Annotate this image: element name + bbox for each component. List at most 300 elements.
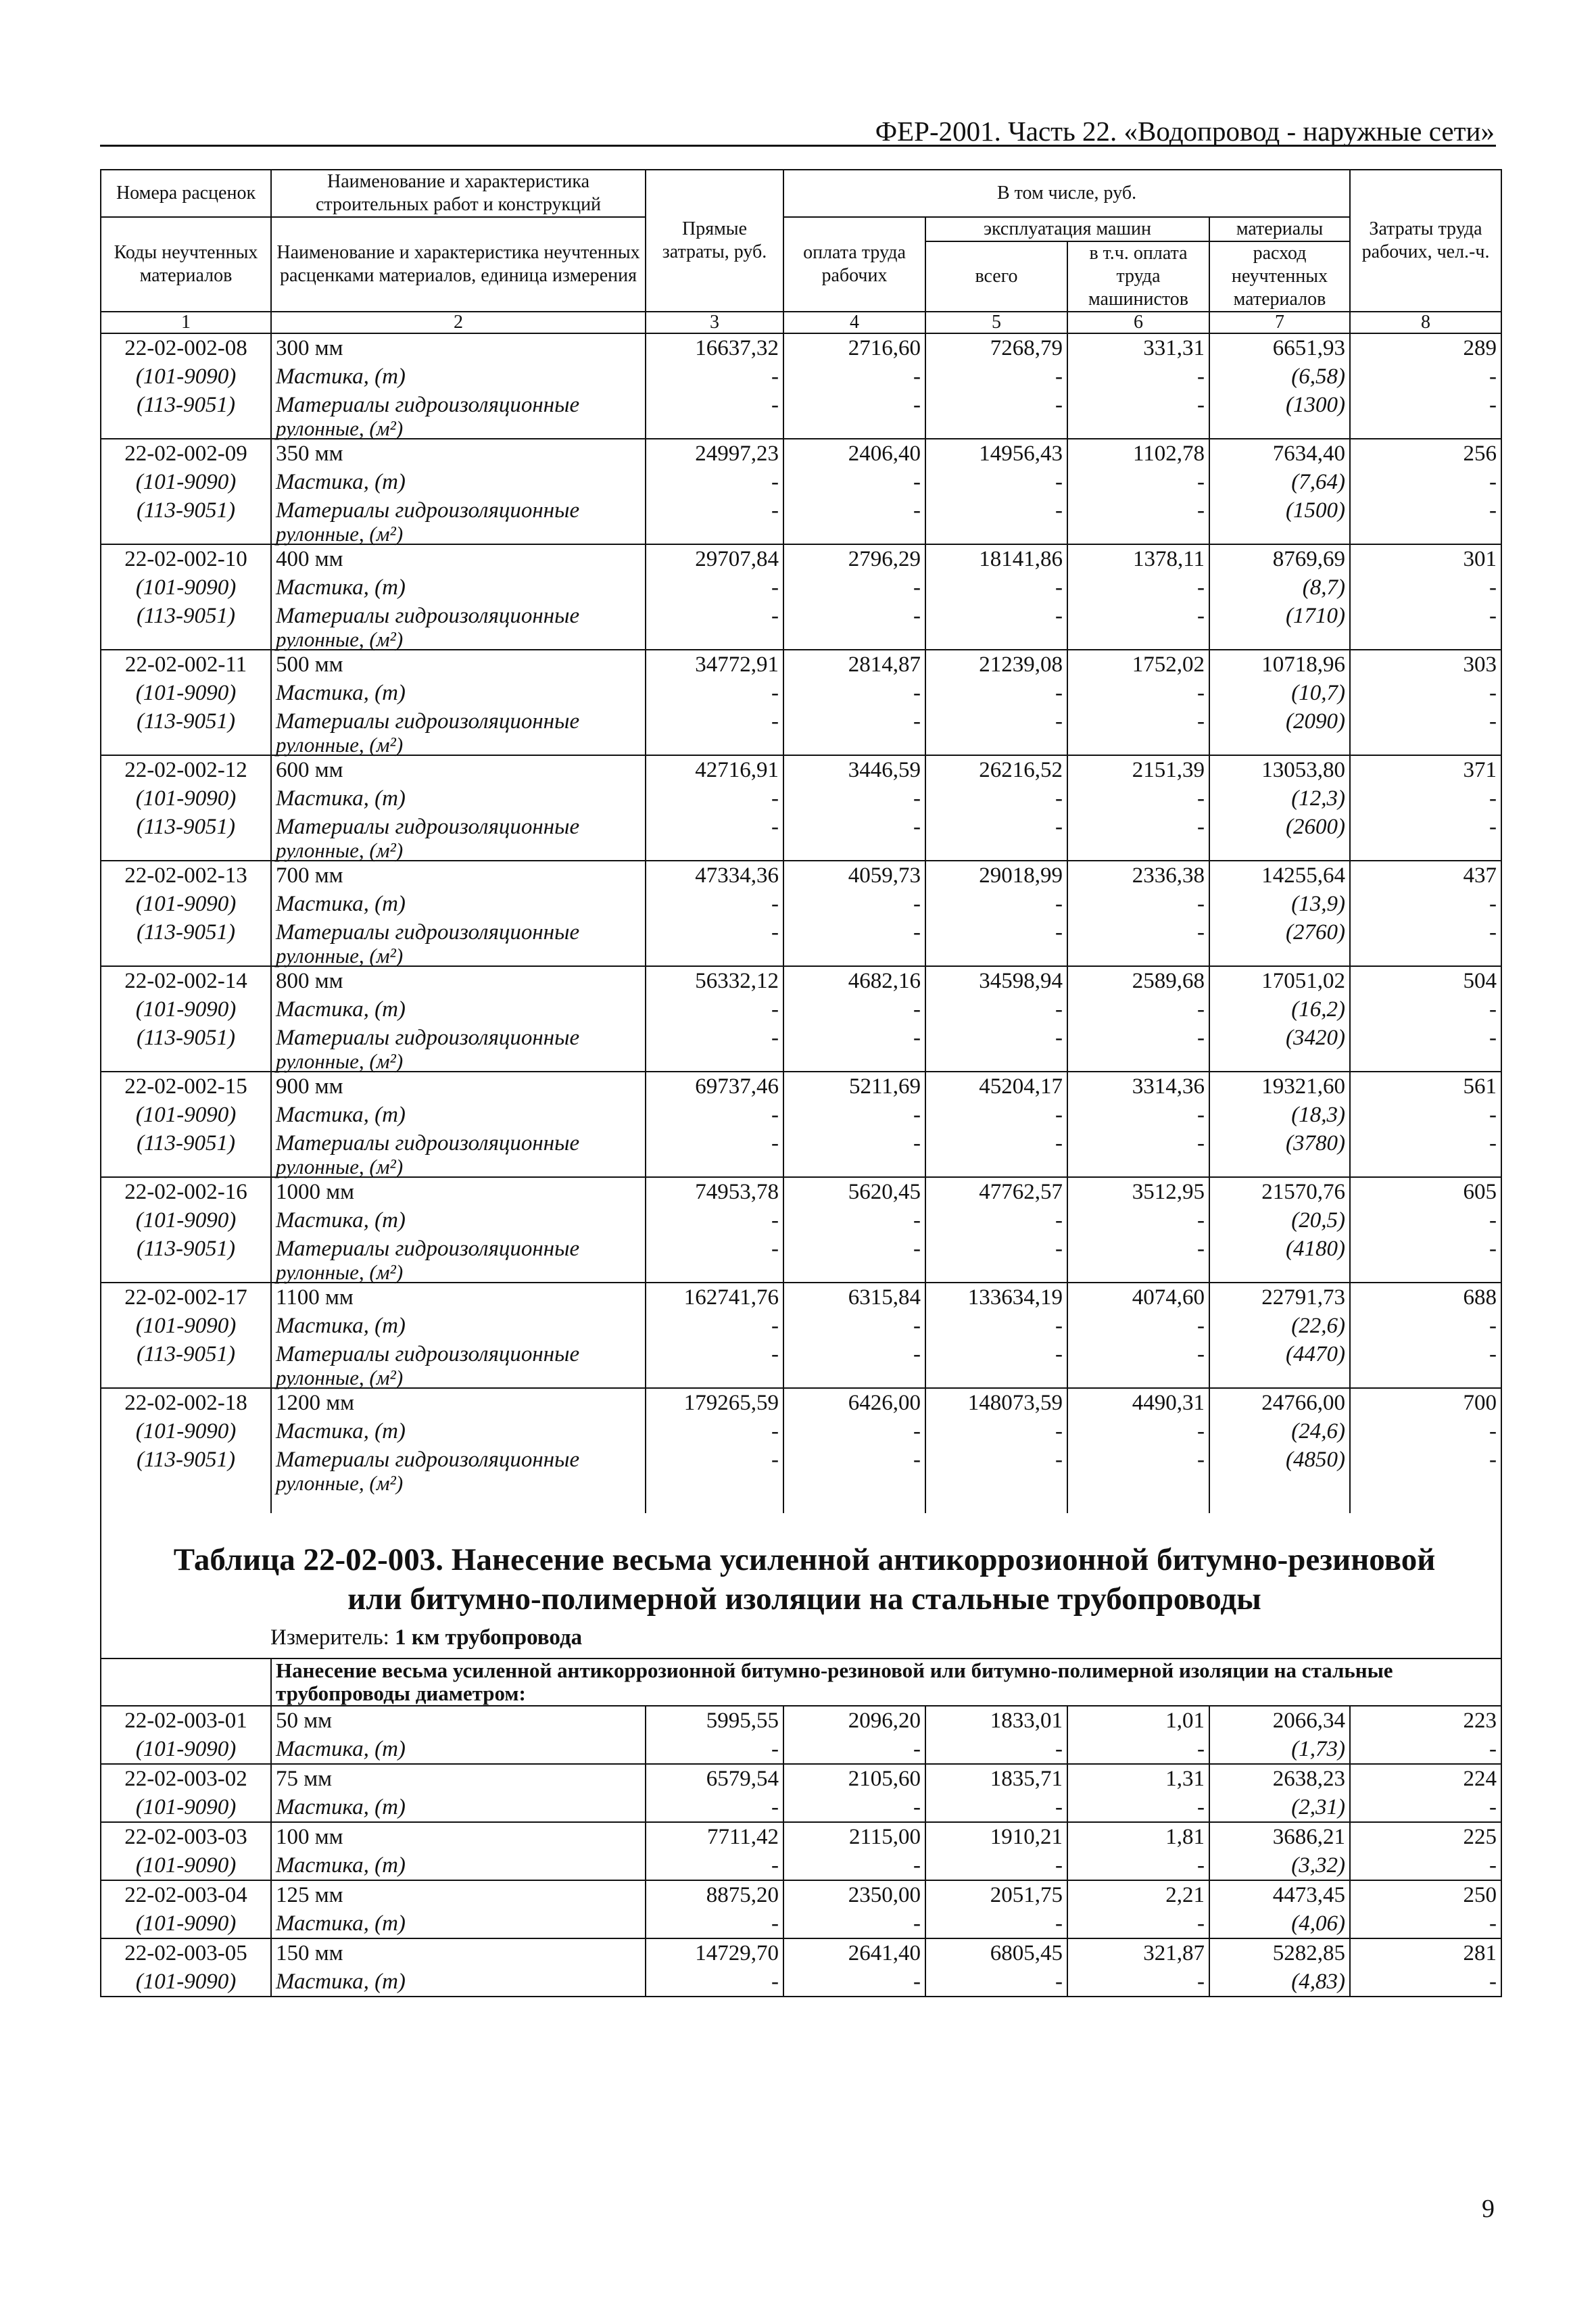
rate-code: 22-02-003-01 xyxy=(101,1706,271,1735)
rate-diameter: 1100 мм xyxy=(271,1283,646,1312)
empty-value-cell: - xyxy=(1067,679,1209,707)
empty-value-cell: - xyxy=(1350,391,1501,419)
table-row xyxy=(101,1493,1501,1513)
blank-cell xyxy=(925,736,1067,755)
table-row xyxy=(101,544,1501,573)
labor-cost: 5211,69 xyxy=(783,1072,925,1101)
blank-cell xyxy=(1350,1474,1501,1493)
rates-22-02-003 xyxy=(101,1706,1501,1997)
direct-cost: 56332,12 xyxy=(646,966,783,995)
blank-cell xyxy=(1067,419,1209,439)
empty-value-cell: - xyxy=(1350,602,1501,630)
material-code: (101-9090) xyxy=(101,890,271,918)
table-row xyxy=(101,1129,1501,1158)
table-row xyxy=(101,602,1501,630)
empty-value-cell: - xyxy=(925,1417,1067,1446)
blank-cell xyxy=(925,630,1067,650)
blank-cell xyxy=(925,1474,1067,1493)
materials-head: материалы xyxy=(1209,217,1350,241)
empty-value-cell: - xyxy=(646,995,783,1024)
empty-value-cell: - xyxy=(1350,496,1501,525)
empty-value-cell: - xyxy=(1067,707,1209,736)
blank-cell xyxy=(783,947,925,966)
empty-value-cell: - xyxy=(646,1417,783,1446)
table-row xyxy=(101,918,1501,947)
empty-value-cell: - xyxy=(925,707,1067,736)
table-row xyxy=(101,1880,1501,1909)
rate-diameter: 700 мм xyxy=(271,861,646,890)
empty-value-cell: - xyxy=(783,1235,925,1263)
empty-value-cell: - xyxy=(1350,1024,1501,1052)
material-name: Материалы гидроизоляционные xyxy=(271,918,646,947)
table-row xyxy=(101,679,1501,707)
empty-value-cell: - xyxy=(646,1735,783,1764)
material-code: (101-9090) xyxy=(101,1793,271,1822)
material-code: (113-9051) xyxy=(101,602,271,630)
labor-cost: 4059,73 xyxy=(783,861,925,890)
material-name-continued: рулонные, (м²) xyxy=(271,947,646,966)
blank-cell xyxy=(783,525,925,544)
direct-cost: 69737,46 xyxy=(646,1072,783,1101)
blank-cell xyxy=(925,841,1067,861)
table-row xyxy=(101,1340,1501,1368)
page-header-title: ФЕР-2001. Часть 22. «Водопровод - наружные сети» xyxy=(875,116,1495,147)
empty-value-cell: - xyxy=(1067,496,1209,525)
col6-head: в т.ч. оплата труда машинистов xyxy=(1067,241,1209,312)
empty-value-cell: - xyxy=(783,362,925,391)
rate-diameter: 900 мм xyxy=(271,1072,646,1101)
labor-cost: 2716,60 xyxy=(783,333,925,362)
material-quantity: (7,64) xyxy=(1209,468,1350,496)
table-row xyxy=(101,333,1501,362)
rate-diameter: 100 мм xyxy=(271,1822,646,1851)
operator-labor-cost: 1,81 xyxy=(1067,1822,1209,1851)
empty-value-cell: - xyxy=(925,784,1067,813)
materials-cost: 14255,64 xyxy=(1209,861,1350,890)
empty-value-cell: - xyxy=(646,1235,783,1263)
materials-cost: 13053,80 xyxy=(1209,755,1350,784)
labor-cost: 2641,40 xyxy=(783,1938,925,1967)
empty-value-cell: - xyxy=(925,1340,1067,1368)
empty-value-cell: - xyxy=(1067,1735,1209,1764)
direct-cost: 179265,59 xyxy=(646,1388,783,1417)
empty-value-cell: - xyxy=(925,679,1067,707)
blank-cell xyxy=(101,1052,271,1072)
blank-cell xyxy=(1209,419,1350,439)
blank-cell xyxy=(783,736,925,755)
empty-value-cell: - xyxy=(1350,1851,1501,1880)
empty-value-cell: - xyxy=(925,1909,1067,1938)
rate-code: 22-02-002-17 xyxy=(101,1283,271,1312)
material-quantity: (4470) xyxy=(1209,1340,1350,1368)
material-quantity: (20,5) xyxy=(1209,1206,1350,1235)
material-name: Мастика, (т) xyxy=(271,995,646,1024)
blank-cell xyxy=(271,1493,646,1513)
col1-head-top: Номера расценок xyxy=(101,170,271,217)
material-name: Мастика, (т) xyxy=(271,1312,646,1340)
rate-diameter: 600 мм xyxy=(271,755,646,784)
materials-cost: 10718,96 xyxy=(1209,650,1350,679)
empty-value-cell: - xyxy=(1350,573,1501,602)
machine-cost: 148073,59 xyxy=(925,1388,1067,1417)
material-name: Материалы гидроизоляционные xyxy=(271,496,646,525)
machine-cost: 2051,75 xyxy=(925,1880,1067,1909)
labor-hours: 688 xyxy=(1350,1283,1501,1312)
blank-cell xyxy=(101,1474,271,1493)
material-name: Материалы гидроизоляционные xyxy=(271,813,646,841)
labor-hours: 605 xyxy=(1350,1177,1501,1206)
material-quantity: (1500) xyxy=(1209,496,1350,525)
table-row xyxy=(101,1822,1501,1851)
operator-labor-cost: 2589,68 xyxy=(1067,966,1209,995)
empty-value-cell: - xyxy=(1350,813,1501,841)
blank-cell xyxy=(783,1474,925,1493)
material-quantity: (12,3) xyxy=(1209,784,1350,813)
material-name-continued: рулонные, (м²) xyxy=(271,1052,646,1072)
table-row xyxy=(101,1446,1501,1474)
empty-value-cell: - xyxy=(1067,391,1209,419)
table-row xyxy=(101,1283,1501,1312)
machine-cost: 6805,45 xyxy=(925,1938,1067,1967)
blank-cell xyxy=(646,947,783,966)
blank-cell xyxy=(101,1368,271,1388)
labor-hours: 225 xyxy=(1350,1822,1501,1851)
empty-value-cell: - xyxy=(646,1793,783,1822)
blank-cell xyxy=(646,841,783,861)
empty-value-cell: - xyxy=(1350,1101,1501,1129)
table-row xyxy=(101,1938,1501,1967)
empty-value-cell: - xyxy=(1067,1129,1209,1158)
material-code: (113-9051) xyxy=(101,1024,271,1052)
machine-cost: 1835,71 xyxy=(925,1764,1067,1793)
blank-cell xyxy=(1350,525,1501,544)
empty-value-cell: - xyxy=(1067,573,1209,602)
rate-diameter: 125 мм xyxy=(271,1880,646,1909)
empty-value-cell: - xyxy=(646,573,783,602)
operator-labor-cost: 3512,95 xyxy=(1067,1177,1209,1206)
section-title-cell xyxy=(101,1513,1501,1658)
table-row xyxy=(101,784,1501,813)
table-row xyxy=(101,1101,1501,1129)
blank-cell xyxy=(925,419,1067,439)
empty-value-cell: - xyxy=(783,995,925,1024)
material-name: Материалы гидроизоляционные xyxy=(271,1235,646,1263)
blank-cell xyxy=(1067,1493,1209,1513)
empty-value-cell: - xyxy=(646,1446,783,1474)
rate-diameter: 1200 мм xyxy=(271,1388,646,1417)
empty-value-cell: - xyxy=(646,1967,783,1997)
labor-hours: 281 xyxy=(1350,1938,1501,1967)
table-row xyxy=(101,419,1501,439)
empty-value-cell: - xyxy=(1067,1446,1209,1474)
material-name: Материалы гидроизоляционные xyxy=(271,1129,646,1158)
material-name: Мастика, (т) xyxy=(271,1101,646,1129)
empty-value-cell: - xyxy=(925,1312,1067,1340)
operator-labor-cost: 3314,36 xyxy=(1067,1072,1209,1101)
empty-value-cell: - xyxy=(925,1101,1067,1129)
blank-cell xyxy=(1350,419,1501,439)
empty-value-cell: - xyxy=(1067,1340,1209,1368)
material-quantity: (4,83) xyxy=(1209,1967,1350,1997)
empty-value-cell: - xyxy=(1350,890,1501,918)
empty-value-cell: - xyxy=(1067,1312,1209,1340)
operator-labor-cost: 1102,78 xyxy=(1067,439,1209,468)
empty-value-cell: - xyxy=(925,1851,1067,1880)
blank-cell xyxy=(1067,525,1209,544)
blank-cell xyxy=(1067,736,1209,755)
blank-cell xyxy=(1350,630,1501,650)
rate-code: 22-02-003-04 xyxy=(101,1880,271,1909)
operator-labor-cost: 1,01 xyxy=(1067,1706,1209,1735)
rates-22-02-002 xyxy=(101,333,1501,1513)
table-row xyxy=(101,1024,1501,1052)
material-quantity: (1,73) xyxy=(1209,1735,1350,1764)
material-code: (101-9090) xyxy=(101,1417,271,1446)
blank-cell xyxy=(1350,841,1501,861)
material-name: Мастика, (т) xyxy=(271,1793,646,1822)
empty-value-cell: - xyxy=(1350,1793,1501,1822)
material-name: Мастика, (т) xyxy=(271,679,646,707)
empty-value-cell: - xyxy=(1067,918,1209,947)
material-code: (101-9090) xyxy=(101,1101,271,1129)
including-head: В том числе, руб. xyxy=(783,170,1350,217)
material-name-continued: рулонные, (м²) xyxy=(271,525,646,544)
blank-cell xyxy=(646,1493,783,1513)
material-code: (113-9051) xyxy=(101,1446,271,1474)
material-code: (113-9051) xyxy=(101,1340,271,1368)
rate-diameter: 150 мм xyxy=(271,1938,646,1967)
labor-hours: 223 xyxy=(1350,1706,1501,1735)
labor-hours: 224 xyxy=(1350,1764,1501,1793)
blank-cell xyxy=(1350,1368,1501,1388)
material-name: Мастика, (т) xyxy=(271,1206,646,1235)
empty-value-cell: - xyxy=(783,496,925,525)
materials-cost: 17051,02 xyxy=(1209,966,1350,995)
material-code: (113-9051) xyxy=(101,1129,271,1158)
blank-cell xyxy=(1209,1263,1350,1283)
empty-value-cell: - xyxy=(1067,1851,1209,1880)
empty-value-cell: - xyxy=(925,995,1067,1024)
operator-labor-cost: 4490,31 xyxy=(1067,1388,1209,1417)
labor-cost: 3446,59 xyxy=(783,755,925,784)
material-quantity: (2090) xyxy=(1209,707,1350,736)
material-name-continued: рулонные, (м²) xyxy=(271,419,646,439)
empty-value-cell: - xyxy=(1067,1909,1209,1938)
table-row xyxy=(101,468,1501,496)
labor-hours: 561 xyxy=(1350,1072,1501,1101)
blank-cell xyxy=(1067,1052,1209,1072)
material-quantity: (16,2) xyxy=(1209,995,1350,1024)
empty-value-cell: - xyxy=(925,362,1067,391)
col2-head-bottom: Наименование и характеристика неучтенных расценками материалов, единица измерения xyxy=(271,217,646,312)
direct-cost: 34772,91 xyxy=(646,650,783,679)
operator-labor-cost: 2,21 xyxy=(1067,1880,1209,1909)
empty-value-cell: - xyxy=(925,1793,1067,1822)
labor-cost: 4682,16 xyxy=(783,966,925,995)
material-code: (113-9051) xyxy=(101,813,271,841)
material-name: Мастика, (т) xyxy=(271,1909,646,1938)
operator-labor-cost: 321,87 xyxy=(1067,1938,1209,1967)
table-row xyxy=(101,525,1501,544)
section-subhead: Нанесение весьма усиленной антикоррозионной битумно-резиновой или битумно-полимерной изоляции на стальные трубопроводы диаметром: xyxy=(271,1658,1501,1706)
operator-labor-cost: 1378,11 xyxy=(1067,544,1209,573)
blank-cell xyxy=(646,736,783,755)
labor-hours: 301 xyxy=(1350,544,1501,573)
direct-cost: 162741,76 xyxy=(646,1283,783,1312)
machine-cost: 133634,19 xyxy=(925,1283,1067,1312)
empty-value-cell: - xyxy=(646,1206,783,1235)
blank-cell xyxy=(1067,841,1209,861)
material-quantity: (4850) xyxy=(1209,1446,1350,1474)
operator-labor-cost: 4074,60 xyxy=(1067,1283,1209,1312)
empty-value-cell: - xyxy=(783,784,925,813)
empty-value-cell: - xyxy=(925,391,1067,419)
material-name: Материалы гидроизоляционные xyxy=(271,1024,646,1052)
blank-cell xyxy=(1350,1052,1501,1072)
section-title-line-2: или битумно-полимерной изоляции на стальные трубопроводы xyxy=(347,1581,1261,1617)
material-name: Мастика, (т) xyxy=(271,468,646,496)
col-number: 3 xyxy=(646,312,783,333)
labor-cost: 2796,29 xyxy=(783,544,925,573)
material-code: (101-9090) xyxy=(101,995,271,1024)
col-number: 4 xyxy=(783,312,925,333)
empty-value-cell: - xyxy=(1350,1417,1501,1446)
material-name: Мастика, (т) xyxy=(271,362,646,391)
table-row xyxy=(101,1735,1501,1764)
materials-cost: 6651,93 xyxy=(1209,333,1350,362)
blank-cell xyxy=(646,419,783,439)
empty-value-cell: - xyxy=(646,362,783,391)
direct-cost: 42716,91 xyxy=(646,755,783,784)
empty-value-cell: - xyxy=(646,813,783,841)
empty-value-cell: - xyxy=(783,1793,925,1822)
blank-cell xyxy=(1067,947,1209,966)
empty-value-cell: - xyxy=(783,1735,925,1764)
table-row xyxy=(101,755,1501,784)
blank-cell xyxy=(101,736,271,755)
empty-value-cell: - xyxy=(1350,468,1501,496)
col-number: 1 xyxy=(101,312,271,333)
table-row xyxy=(101,1052,1501,1072)
operator-labor-cost: 331,31 xyxy=(1067,333,1209,362)
blank-cell xyxy=(646,1158,783,1177)
operator-labor-cost: 1,31 xyxy=(1067,1764,1209,1793)
blank-cell xyxy=(1209,841,1350,861)
col7-head: расход неучтенных материалов xyxy=(1209,241,1350,312)
blank-cell xyxy=(101,1493,271,1513)
empty-value-cell: - xyxy=(1067,1967,1209,1997)
table-row xyxy=(101,947,1501,966)
blank-cell xyxy=(1067,1263,1209,1283)
materials-cost: 2066,34 xyxy=(1209,1706,1350,1735)
empty-value-cell: - xyxy=(783,1312,925,1340)
blank-cell xyxy=(925,1263,1067,1283)
direct-cost: 47334,36 xyxy=(646,861,783,890)
blank-cell xyxy=(646,1263,783,1283)
machine-cost: 7268,79 xyxy=(925,333,1067,362)
empty-value-cell: - xyxy=(783,1909,925,1938)
empty-value-cell: - xyxy=(646,1312,783,1340)
direct-cost: 8875,20 xyxy=(646,1880,783,1909)
blank-cell xyxy=(101,1263,271,1283)
table-row xyxy=(101,1312,1501,1340)
blank-cell xyxy=(101,1158,271,1177)
table-row xyxy=(101,1851,1501,1880)
table-row xyxy=(101,496,1501,525)
labor-hours: 250 xyxy=(1350,1880,1501,1909)
materials-cost: 8769,69 xyxy=(1209,544,1350,573)
empty-value-cell: - xyxy=(646,1909,783,1938)
labor-hours: 371 xyxy=(1350,755,1501,784)
empty-value-cell: - xyxy=(783,679,925,707)
rate-diameter: 50 мм xyxy=(271,1706,646,1735)
direct-cost: 14729,70 xyxy=(646,1938,783,1967)
empty-value-cell: - xyxy=(1350,1909,1501,1938)
blank-cell xyxy=(1350,736,1501,755)
empty-value-cell: - xyxy=(1350,918,1501,947)
table-row xyxy=(101,966,1501,995)
blank-cell xyxy=(646,525,783,544)
empty-value-cell: - xyxy=(646,890,783,918)
labor-cost: 2115,00 xyxy=(783,1822,925,1851)
col4-head: оплата труда рабочих xyxy=(783,217,925,312)
machine-cost: 1833,01 xyxy=(925,1706,1067,1735)
material-code: (101-9090) xyxy=(101,362,271,391)
empty-value-cell: - xyxy=(783,918,925,947)
operator-labor-cost: 2151,39 xyxy=(1067,755,1209,784)
material-code: (101-9090) xyxy=(101,1967,271,1997)
empty-value-cell: - xyxy=(783,602,925,630)
blank-cell xyxy=(1350,1263,1501,1283)
rate-diameter: 1000 мм xyxy=(271,1177,646,1206)
col1-head-bottom: Коды неучтенных материалов xyxy=(101,217,271,312)
material-code: (101-9090) xyxy=(101,1909,271,1938)
material-code: (101-9090) xyxy=(101,573,271,602)
empty-value-cell: - xyxy=(1067,890,1209,918)
empty-value-cell: - xyxy=(925,918,1067,947)
blank-cell xyxy=(646,1474,783,1493)
material-quantity: (6,58) xyxy=(1209,362,1350,391)
operator-labor-cost: 1752,02 xyxy=(1067,650,1209,679)
empty-value-cell: - xyxy=(1067,1024,1209,1052)
material-name: Материалы гидроизоляционные xyxy=(271,707,646,736)
machine-cost: 1910,21 xyxy=(925,1822,1067,1851)
rate-code: 22-02-002-16 xyxy=(101,1177,271,1206)
machine-cost: 21239,08 xyxy=(925,650,1067,679)
material-quantity: (10,7) xyxy=(1209,679,1350,707)
blank-cell xyxy=(783,1368,925,1388)
section-22-02-003 xyxy=(101,1513,1501,1706)
rate-code: 22-02-002-10 xyxy=(101,544,271,573)
col-number: 2 xyxy=(271,312,646,333)
empty-value-cell: - xyxy=(1067,784,1209,813)
col8-head: Затраты труда рабочих, чел.-ч. xyxy=(1350,170,1501,312)
table-row xyxy=(101,1967,1501,1997)
empty-value-cell: - xyxy=(1350,1206,1501,1235)
empty-value-cell: - xyxy=(1067,468,1209,496)
col-number: 7 xyxy=(1209,312,1350,333)
material-quantity: (8,7) xyxy=(1209,573,1350,602)
empty-value-cell: - xyxy=(783,1340,925,1368)
direct-cost: 29707,84 xyxy=(646,544,783,573)
table-row xyxy=(101,1793,1501,1822)
material-code: (113-9051) xyxy=(101,1235,271,1263)
blank-cell xyxy=(925,1493,1067,1513)
page-number: 9 xyxy=(1482,2195,1495,2223)
blank-cell xyxy=(1350,947,1501,966)
rate-diameter: 500 мм xyxy=(271,650,646,679)
empty-value-cell: - xyxy=(783,1129,925,1158)
